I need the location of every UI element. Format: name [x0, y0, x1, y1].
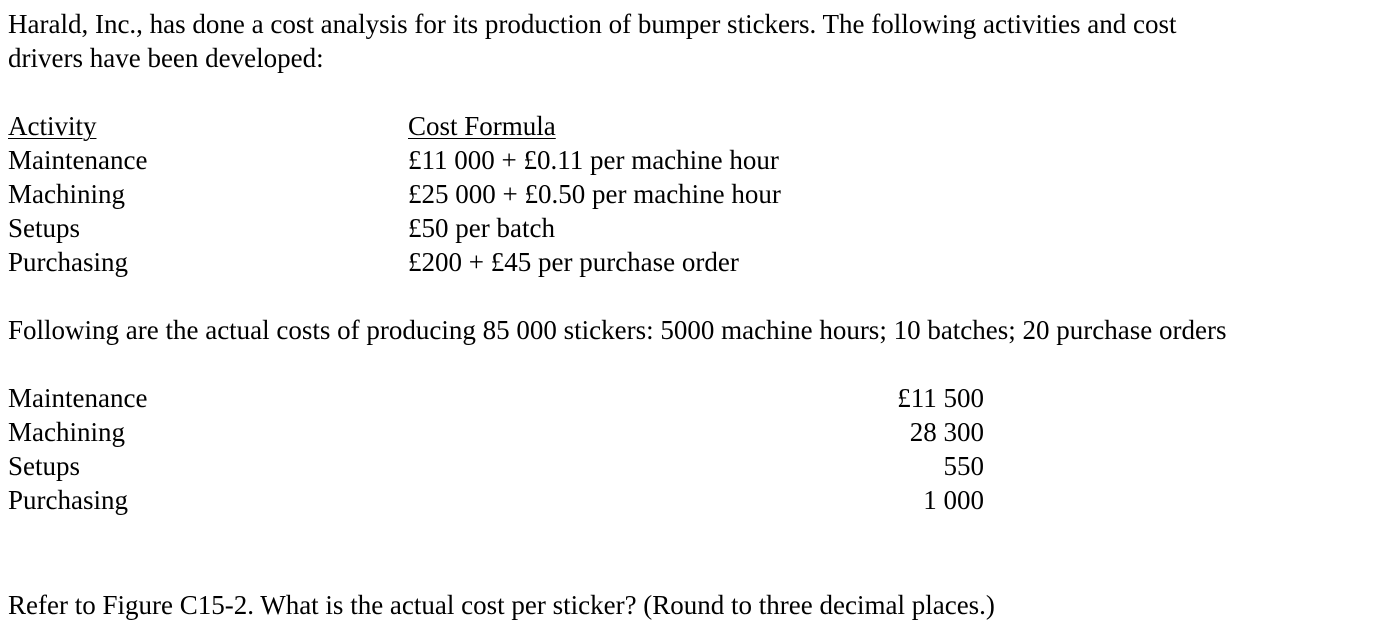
activity-cell: Maintenance	[8, 145, 148, 175]
activity-cell: Machining	[8, 179, 125, 209]
activity-header: Activity	[8, 111, 97, 141]
intro-line-1: Harald, Inc., has done a cost analysis for its production of bumper stickers. The following activities and cost	[8, 9, 1177, 39]
question-text: Refer to Figure C15-2. What is the actual cost per sticker? (Round to three decimal places.)	[8, 590, 995, 620]
intro-line-2: drivers have been developed:	[8, 43, 324, 73]
formula-cell: £11 000 + £0.11 per machine hour	[408, 145, 779, 175]
amount-cell: 28 300	[909, 417, 984, 447]
formula-cell: £50 per batch	[408, 213, 555, 243]
activity-cell: Machining	[8, 417, 125, 447]
activity-cell: Setups	[8, 451, 81, 481]
amount-cell: 550	[943, 451, 984, 481]
activity-cell: Purchasing	[8, 247, 128, 277]
amount-cell: £11 500	[897, 383, 984, 413]
activity-cell: Maintenance	[8, 383, 148, 413]
activity-cell: Setups	[8, 213, 81, 243]
formula-cell: £25 000 + £0.50 per machine hour	[408, 179, 781, 209]
cost-formula-header: Cost Formula	[408, 111, 556, 141]
formula-cell: £200 + £45 per purchase order	[408, 247, 739, 277]
activity-cell: Purchasing	[8, 485, 128, 515]
amount-cell: 1 000	[923, 485, 984, 515]
actuals-intro: Following are the actual costs of producing 85 000 stickers: 5000 machine hours; 10 batches; 20 purchase orders	[8, 315, 1227, 345]
